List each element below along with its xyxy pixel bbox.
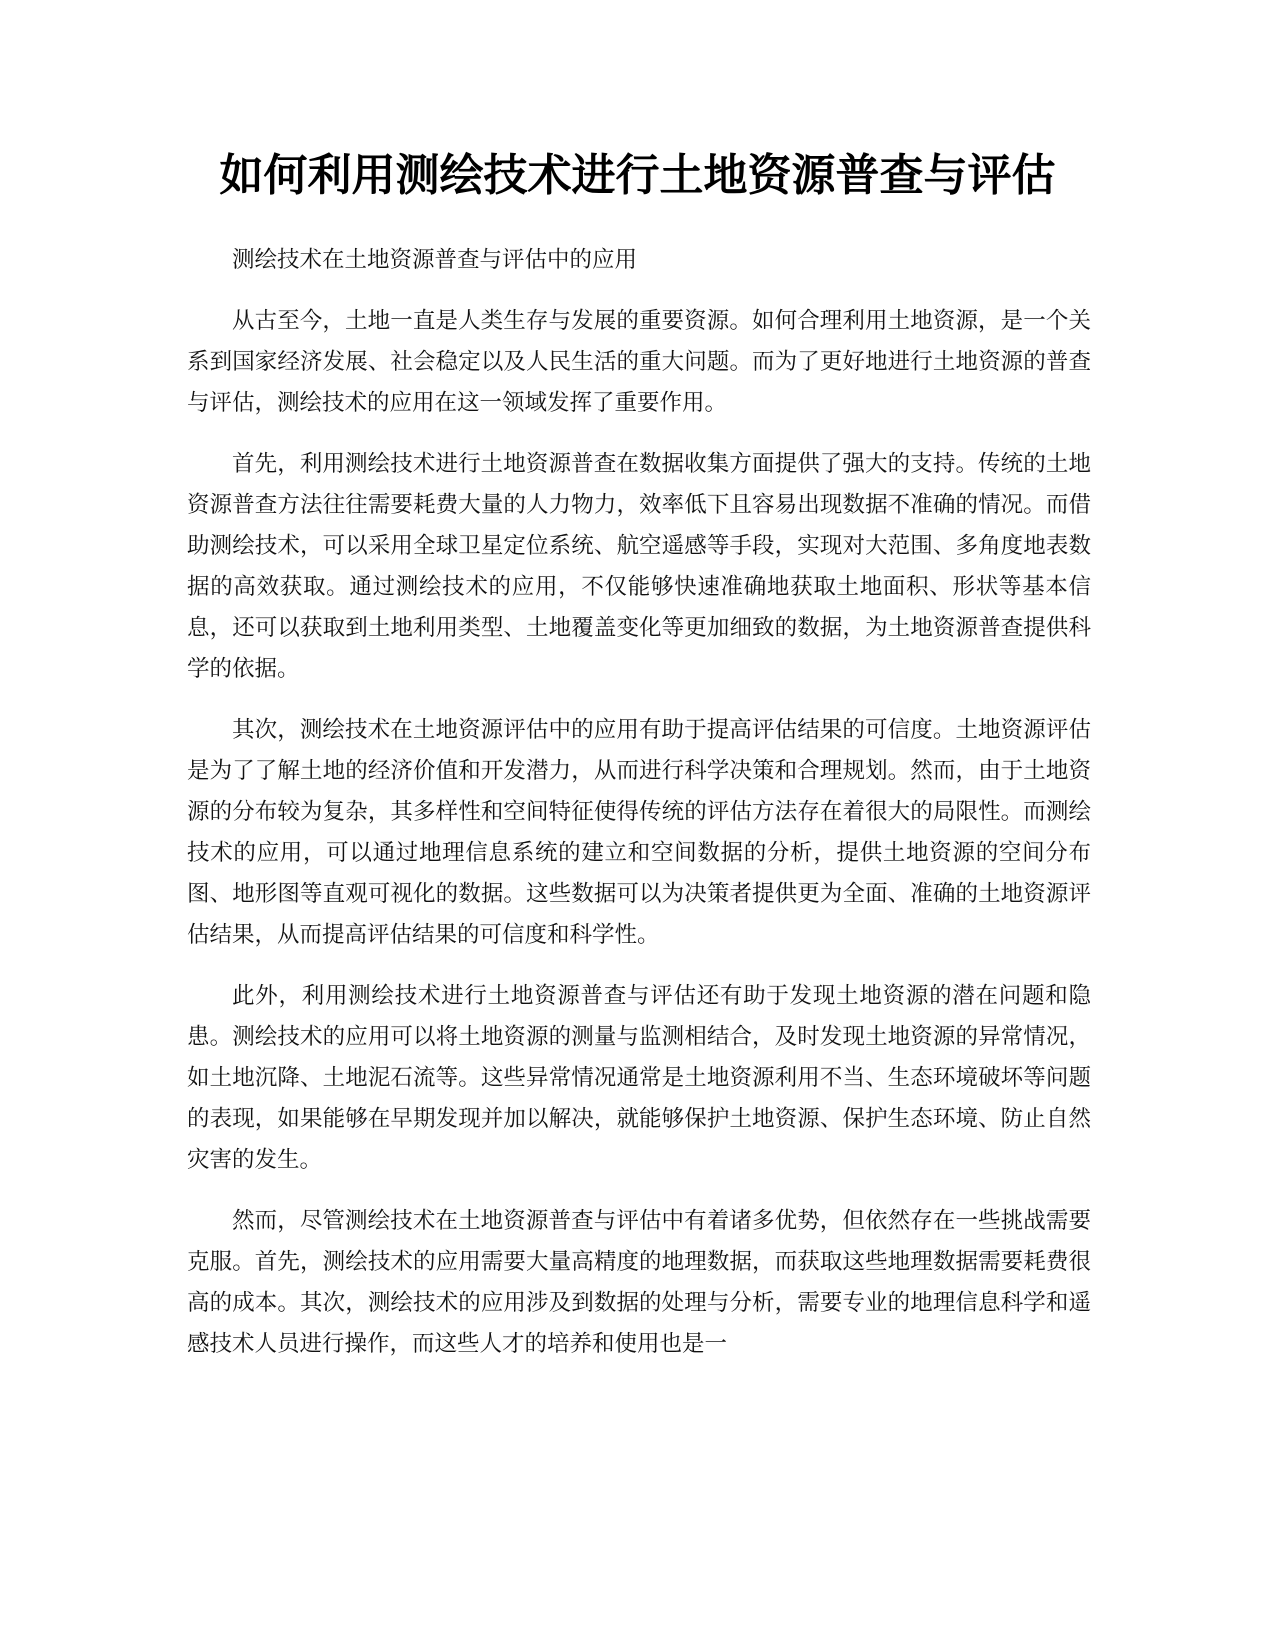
paragraph-2: 首先，利用测绘技术进行土地资源普查在数据收集方面提供了强大的支持。传统的土地资源普查方法往往需要耗费大量的人力物力，效率低下且容易出现数据不准确的情况。而借助测绘技术，可以采用全球卫星定位系统、航空遥感等手段，实现对大范围、多角度地表数据的高效获取。通过测绘技术的应用，不仅能够快速准确地获取土地面积、形状等基本信息，还可以获取到土地利用类型、土地覆盖变化等更加细致的数据，为土地资源普查提供科学的依据。 <box>187 451 1091 682</box>
document-body <box>187 240 1091 1385</box>
document-subtitle: 测绘技术在土地资源普查与评估中的应用 <box>232 247 638 273</box>
paragraph-4: 此外，利用测绘技术进行土地资源普查与评估还有助于发现土地资源的潜在问题和隐患。测绘技术的应用可以将土地资源的测量与监测相结合，及时发现土地资源的异常情况，如土地沉降、土地泥石流等。这些异常情况通常是土地资源利用不当、生态环境破坏等问题的表现，如果能够在早期发现并加以解决，就能够保护土地资源、保护生态环境、防止自然灾害的发生。 <box>187 983 1091 1173</box>
page-title: 如何利用测绘技术进行土地资源普查与评估 <box>219 150 1056 201</box>
paragraph-5: 然而，尽管测绘技术在土地资源普查与评估中有着诸多优势，但依然存在一些挑战需要克服。首先，测绘技术的应用需要大量高精度的地理数据，而获取这些地理数据需要耗费很高的成本。其次，测绘技术的应用涉及到数据的处理与分析，需要专业的地理信息科学和遥感技术人员进行操作，而这些人才的培养和使用也是一 <box>187 1208 1091 1357</box>
paragraph-1: 从古至今，土地一直是人类生存与发展的重要资源。如何合理利用土地资源，是一个关系到国家经济发展、社会稳定以及人民生活的重大问题。而为了更好地进行土地资源的普查与评估，测绘技术的应用在这一领域发挥了重要作用。 <box>187 308 1091 416</box>
paragraph-3: 其次，测绘技术在土地资源评估中的应用有助于提高评估结果的可信度。土地资源评估是为了了解土地的经济价值和开发潜力，从而进行科学决策和合理规划。然而，由于土地资源的分布较为复杂，其多样性和空间特征使得传统的评估方法存在着很大的局限性。而测绘技术的应用，可以通过地理信息系统的建立和空间数据的分析，提供土地资源的空间分布图、地形图等直观可视化的数据。这些数据可以为决策者提供更为全面、准确的土地资源评估结果，从而提高评估结果的可信度和科学性。 <box>187 717 1091 948</box>
